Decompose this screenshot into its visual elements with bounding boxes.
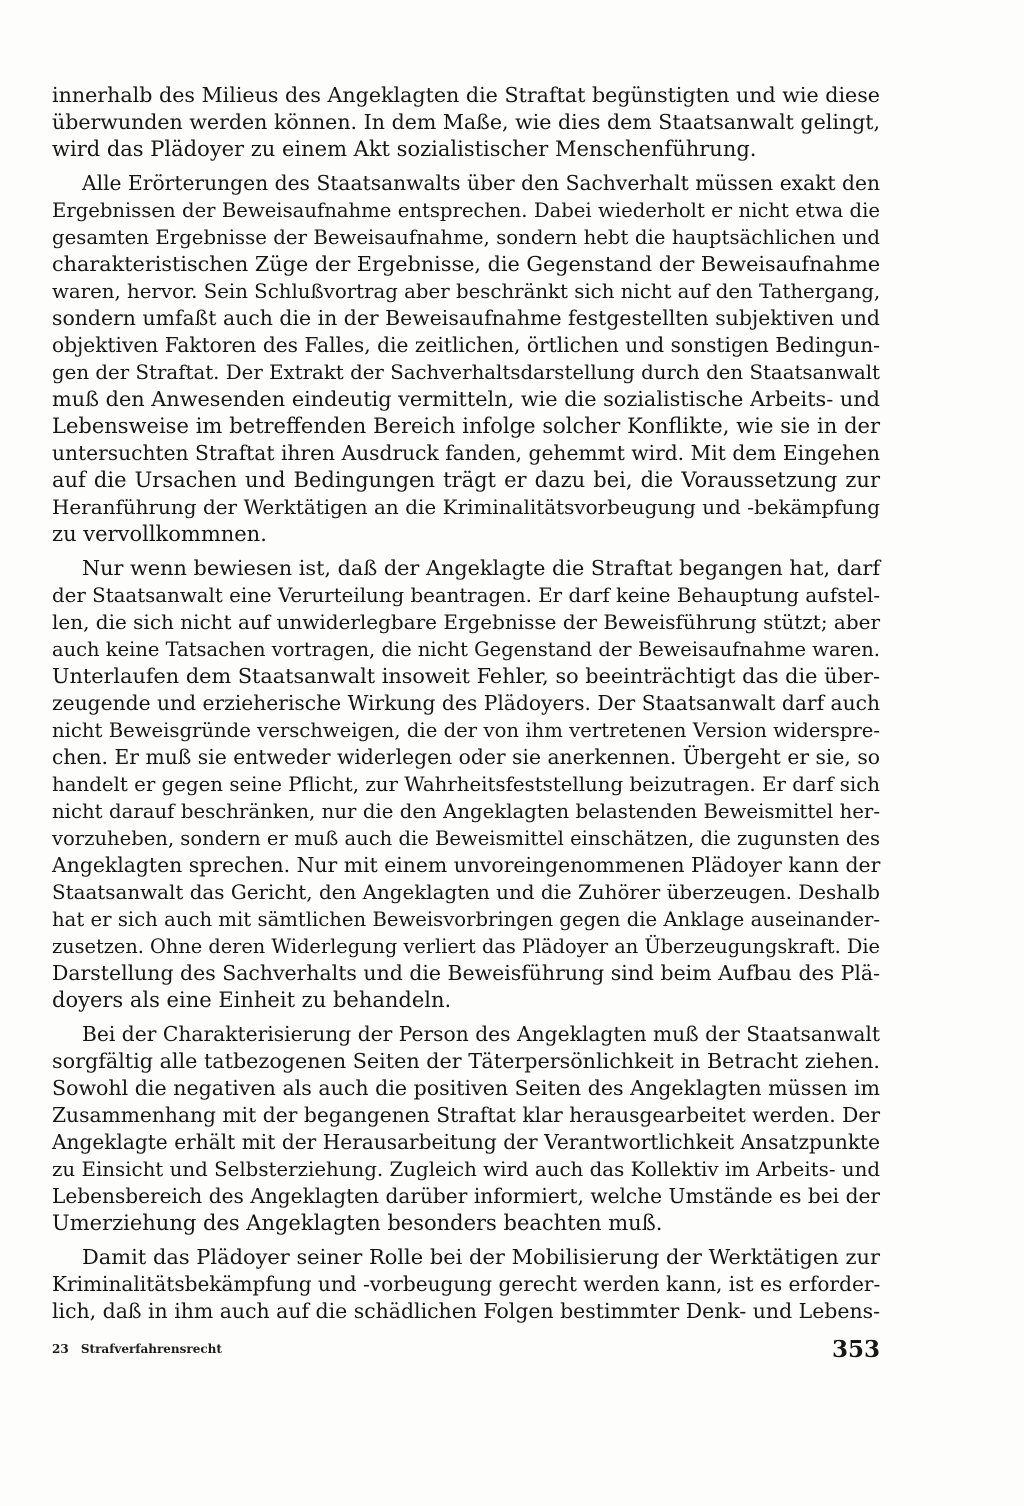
page-body [52, 82, 880, 1332]
text-line: nicht darauf beschränken, nur die den Angeklagten belastenden Beweismittel her- [52, 800, 880, 823]
text-line: charakteristischen Züge der Ergebnisse, die Gegenstand der Beweisaufnahme [52, 252, 881, 276]
text-line: Zusammenhang mit der begangenen Straftat klar herausgearbeitet werden. Der [52, 1103, 880, 1127]
paragraph-5 [52, 1244, 880, 1325]
text-line: nicht Beweisgründe verschweigen, die der von ihm vertretenen Version widerspre- [52, 719, 880, 742]
paragraph-3 [52, 555, 880, 1014]
text-line: vorzuheben, sondern er muß auch die Beweismittel einschätzen, die zugunsten des [52, 827, 880, 850]
text-line: zu Einsicht und Selbsterziehung. Zugleich wird auch das Kollektiv im Arbeits- und [52, 1158, 880, 1181]
text-line: Damit das Plädoyer seiner Rolle bei der Mobilisierung der Werktätigen zur [82, 1245, 880, 1269]
text-line: waren, hervor. Sein Schlußvortrag aber beschränkt sich nicht auf den Tathergang, [52, 280, 881, 303]
text-line: zeugende und erzieherische Wirkung des Plädoyers. Der Staatsanwalt darf auch [52, 691, 880, 715]
text-line: objektiven Faktoren des Falles, die zeitlichen, örtlichen und sonstigen Bedingun- [52, 333, 880, 357]
signature-title: Strafverfahrensrecht [80, 1342, 222, 1356]
text-line: doyers als eine Einheit zu behandeln. [52, 988, 452, 1012]
text-line: handelt er gegen seine Pflicht, zur Wahrheitsfeststellung beizutragen. Er darf sich [52, 773, 880, 796]
text-line: Angeklagten sprechen. Nur mit einem unvoreingenommenen Plädoyer kann der [52, 853, 881, 877]
text-line: Darstellung des Sachverhalts und die Beweisführung sind beim Aufbau des Plä- [52, 961, 880, 985]
text-line: Kriminalitätsbekämpfung und -vorbeugung gerecht werden kann, ist es erforder- [52, 1272, 881, 1296]
text-line: Lebensweise im betreffenden Bereich infolge solcher Konflikte, wie sie in der [52, 414, 880, 438]
text-line: gen der Straftat. Der Extrakt der Sachverhaltsdarstellung durch den Staatsanwalt [52, 361, 880, 384]
text-line: chen. Er muß sie entweder widerlegen oder sie anerkennen. Übergeht er sie, so [52, 745, 880, 769]
text-line: gesamten Ergebnisse der Beweisaufnahme, sondern hebt die hauptsächlichen und [52, 226, 880, 249]
text-line: zusetzen. Ohne deren Widerlegung verliert das Plädoyer an Überzeugungskraft. Die [52, 935, 880, 958]
page-number: 353 [831, 1336, 880, 1363]
text-line: lich, daß in ihm auch auf die schädlichen Folgen bestimmter Denk- und Lebens- [52, 1299, 880, 1323]
signature-mark [52, 1342, 222, 1356]
text-line: Alle Erörterungen des Staatsanwalts über den Sachverhalt müssen exakt den [82, 171, 880, 195]
text-line: Angeklagte erhält mit der Herausarbeitung der Verantwortlichkeit Ansatzpunkte [52, 1130, 880, 1154]
text-line: Ergebnissen der Beweisaufnahme entsprechen. Dabei wiederholt er nicht etwa die [52, 199, 880, 222]
text-line: Nur wenn bewiesen ist, daß der Angeklagte die Straftat begangen hat, darf [82, 556, 880, 580]
signature-number: 23 [52, 1342, 69, 1356]
text-line: der Staatsanwalt eine Verurteilung beantragen. Er darf keine Behauptung aufstel- [52, 584, 880, 607]
text-line: zu vervollkommnen. [52, 522, 267, 546]
text-line: untersuchten Straftat ihren Ausdruck fanden, gehemmt wird. Mit dem Eingehen [52, 441, 880, 465]
paragraph-4 [52, 1021, 880, 1237]
text-line: auch keine Tatsachen vortragen, die nicht Gegenstand der Beweisaufnahme waren. [52, 638, 880, 661]
paragraph-2 [52, 170, 880, 548]
text-line: Lebensbereich des Angeklagten darüber informiert, welche Umstände es bei der [52, 1184, 880, 1208]
text-line: hat er sich auch mit sämtlichen Beweisvorbringen gegen die Anklage auseinander- [52, 908, 880, 931]
text-line: innerhalb des Milieus des Angeklagten die Straftat begünstigten und wie diese [52, 83, 880, 107]
text-line: Umerziehung des Angeklagten besonders beachten muß. [52, 1211, 663, 1235]
text-line: sorgfältig alle tatbezogenen Seiten der Täterpersönlichkeit in Betracht ziehen. [52, 1049, 880, 1073]
text-line: Staatsanwalt das Gericht, den Angeklagten und die Zuhörer überzeugen. Deshalb [52, 881, 880, 904]
text-line: Sowohl die negativen als auch die positiven Seiten des Angeklagten müssen im [52, 1076, 880, 1100]
text-line: Unterlaufen dem Staatsanwalt insoweit Fehler, so beeinträchtigt das die über- [52, 664, 880, 688]
text-line: len, die sich nicht auf unwiderlegbare Ergebnisse der Beweisführung stützt; aber [52, 610, 880, 634]
text-line: sondern umfaßt auch die in der Beweisaufnahme festgestellten subjektiven und [52, 306, 880, 330]
text-line: Bei der Charakterisierung der Person des Angeklagten muß der Staatsanwalt [82, 1022, 880, 1046]
page-footer [52, 1336, 880, 1366]
text-line: muß den Anwesenden eindeutig vermitteln, wie die sozialistische Arbeits- und [52, 387, 880, 411]
text-line: auf die Ursachen und Bedingungen trägt er dazu bei, die Voraussetzung zur [52, 468, 880, 492]
text-line: Heranführung der Werktätigen an die Kriminalitätsvorbeugung und -bekämpfung [52, 495, 880, 519]
paragraph-1 [52, 82, 880, 163]
text-line: überwunden werden können. In dem Maße, wie dies dem Staatsanwalt gelingt, [52, 110, 880, 134]
text-line: wird das Plädoyer zu einem Akt sozialistischer Menschenführung. [52, 137, 757, 161]
